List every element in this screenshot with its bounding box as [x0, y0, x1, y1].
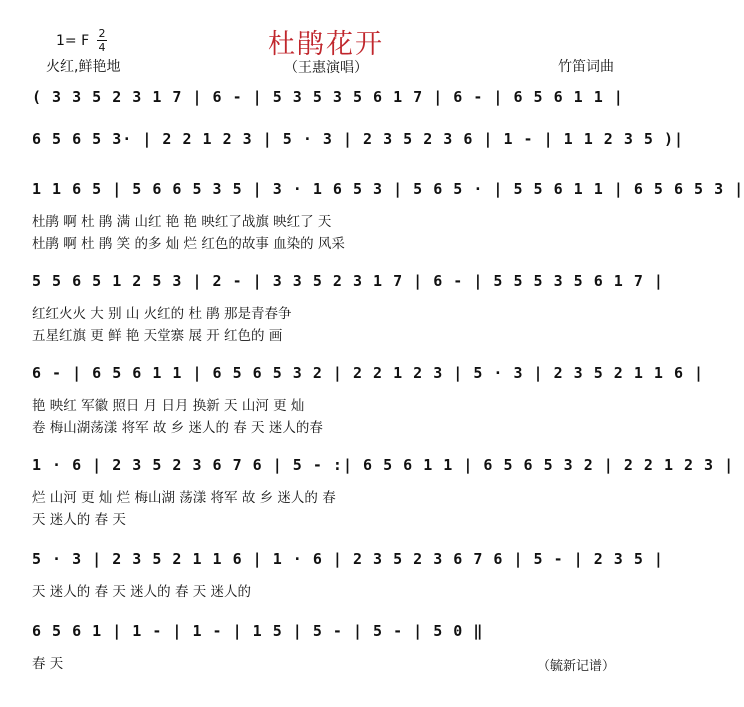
- beam-underline: [32, 151, 632, 152]
- notation-line: 5 · 3 | 2 3 5 2 1 1 6 | 1 · 6 | 2 3 5 2 3 6 7 6 | 5 - | 2 3 5 |: [32, 550, 664, 568]
- song-title: 杜鹃花开: [268, 29, 384, 60]
- notation-line: 1 · 6 | 2 3 5 2 3 6 7 6 | 5 - :| 6 5 6 1 1 | 6 5 6 5 3 2 | 2 2 1 2 3 |: [32, 456, 735, 474]
- notation-line: 6 5 6 1 | 1 - | 1 - | 1 5 | 5 - | 5 - | 5 0 ‖: [32, 622, 484, 640]
- lyric-line: 杜鹃 啊 杜 鹃 笑 的多 灿 烂 红色的故事 血染的 风采: [32, 236, 345, 252]
- beam-underline: [32, 571, 632, 572]
- lyric-line: 杜鹃 啊 杜 鹃 满 山红 艳 艳 映红了战旗 映红了 天: [32, 214, 332, 230]
- beam-underline: [32, 201, 632, 202]
- lyric-line: 卷 梅山湖荡漾 将军 故 乡 迷人的 春 天 迷人的春: [32, 420, 323, 436]
- notation-line: 1 1 6 5 | 5 6 6 5 3 5 | 3 · 1 6 5 3 | 5 6 5 · | 5 5 6 1 1 | 6 5 6 5 3 |: [32, 180, 744, 198]
- time-signature-top: 2: [98, 27, 106, 40]
- transcriber-credit: （毓新记谱）: [537, 659, 616, 674]
- lyric-line: 天 迷人的 春 天: [32, 512, 126, 528]
- beam-underline: [32, 477, 632, 478]
- beam-underline: [32, 385, 632, 386]
- notation-line: 6 5 6 5 3· | 2 2 1 2 3 | 5 · 3 | 2 3 5 2 3 6 | 1 - | 1 1 2 3 5 )|: [32, 130, 684, 148]
- notation-line: 6 - | 6 5 6 1 1 | 6 5 6 5 3 2 | 2 2 1 2 3 | 5 · 3 | 2 3 5 2 1 1 6 |: [32, 364, 705, 382]
- singer-credit: （王惠演唱）: [284, 60, 368, 76]
- lyric-line: 烂 山河 更 灿 烂 梅山湖 荡漾 将军 故 乡 迷人的 春: [32, 490, 336, 506]
- lyric-line: 艳 映红 军徽 照日 月 日月 换新 天 山河 更 灿: [32, 398, 305, 414]
- beam-underline: [32, 643, 632, 644]
- author-credit: 竹笛词曲: [558, 59, 614, 75]
- lyric-line: 五星红旗 更 鲜 艳 天堂寨 展 开 红色的 画: [32, 328, 283, 344]
- notation-line: ( 3 3 5 2 3 1 7 | 6 - | 5 3 5 3 5 6 1 7 | 6 - | 6 5 6 1 1 |: [32, 88, 624, 106]
- lyric-line: 红红火火 大 别 山 火红的 杜 鹃 那是青春争: [32, 306, 292, 322]
- beam-underline: [32, 293, 632, 294]
- lyric-line: 天 迷人的 春 天 迷人的 春 天 迷人的: [32, 584, 252, 600]
- time-signature-bottom: 4: [98, 41, 106, 54]
- lyric-line: 春 天: [32, 656, 64, 672]
- key-signature: 1= F: [56, 33, 90, 49]
- tempo-marking: 火红,鲜艳地: [46, 59, 121, 75]
- notation-line: 5 5 6 5 1 2 5 3 | 2 - | 3 3 5 2 3 1 7 | 6 - | 5 5 5 3 5 6 1 7 |: [32, 272, 664, 290]
- beam-underline: [32, 109, 632, 110]
